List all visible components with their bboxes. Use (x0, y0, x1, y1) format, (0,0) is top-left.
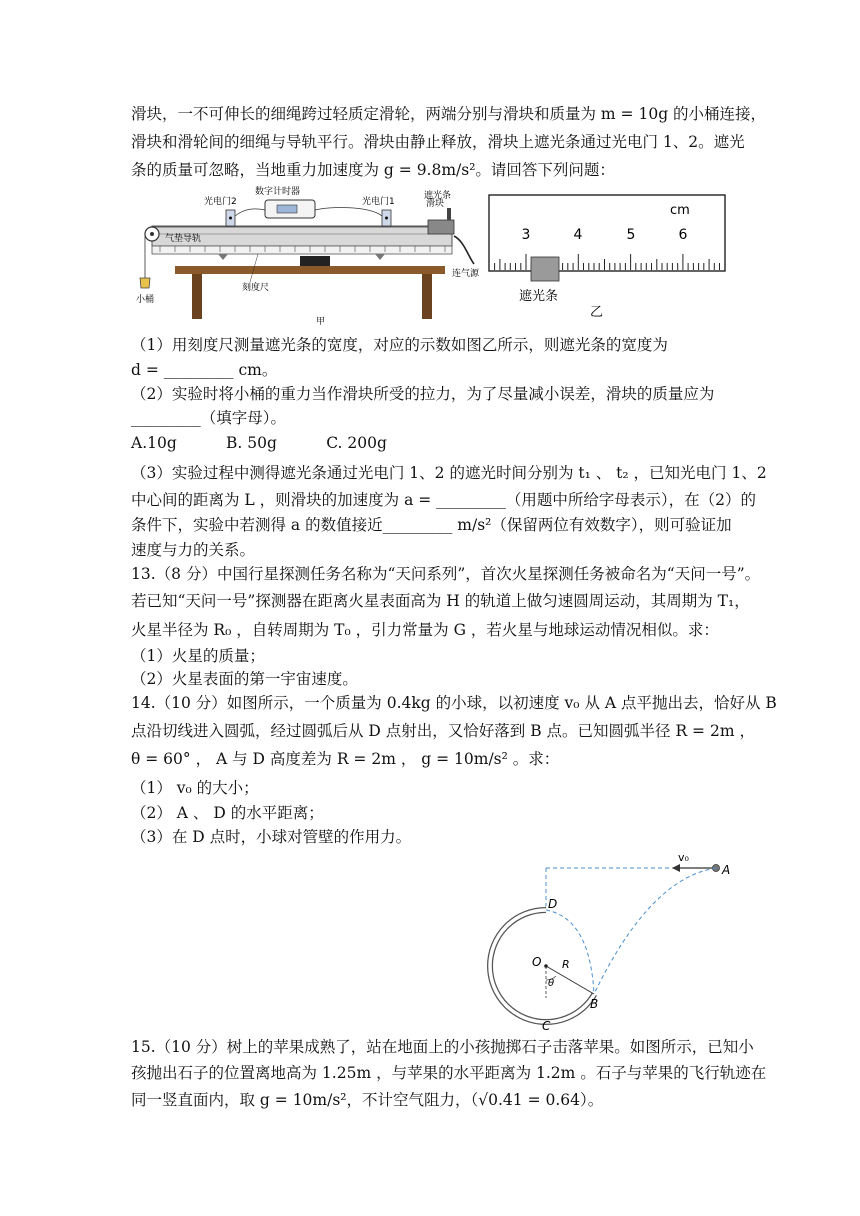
label-D: D (548, 897, 558, 911)
q15-line1: 15.（10 分）树上的苹果成熟了，站在地面上的小孩抛掷石子击落苹果。如图所示，已知小 (131, 1038, 754, 1056)
photogate-1-sensor (385, 217, 388, 220)
timer-wire-left (235, 209, 265, 216)
shade-strip-label: 遮光条 (519, 289, 559, 304)
bucket-icon (140, 278, 150, 288)
air-source-label: 连气源 (452, 269, 480, 279)
trajectory-A-B (594, 868, 716, 994)
timer-label: 数字计时器 (255, 187, 301, 197)
q13-line3: 火星半径为 R₀ ，自转周期为 T₀ ，引力常量为 G ，若火星与地球运动情况相似。求： (131, 621, 719, 639)
photogate-2-sensor (229, 217, 232, 220)
tick-label-5: 5 (626, 227, 636, 243)
q13-line1: 13.（8 分）中国行星探测任务名称为“天问系列”，首次火星探测任务被命名为“天问一号”。 (131, 565, 761, 583)
q14-line1: 14.（10 分）如图所示，一个质量为 0.4kg 的小球，以初速度 v₀ 从 A 点平抛出去，恰好从 B (131, 694, 777, 712)
intro-line-2: 滑块和滑轮间的细绳与导轨平行。滑块由静止释放，滑块上遮光条通过光电门 1、2。遮光 (131, 133, 745, 151)
table-leg-left (192, 274, 202, 319)
rail-foot-right (375, 254, 385, 260)
q12-part2-line1: （2）实验时将小桶的重力当作滑块所受的拉力，为了尽量减小误差，滑块的质量应为 (131, 385, 715, 403)
q14-line2: 点沿切线进入圆弧，经过圆弧后从 D 点射出，又恰好落到 B 点。已知圆弧半径 R = 2m ， (131, 722, 755, 740)
q12-part3-line3: 条件下，实验中若测得 a 的数值接近_________ m/s²（保留两位有效数字），则可验证加 (131, 516, 732, 534)
q14-sub2: （2） A 、 D 的水平距离； (131, 804, 324, 822)
photogate-2-label: 光电门2 (204, 197, 237, 207)
velocity-arrowhead (672, 864, 680, 872)
intro-line-1: 滑块，一不可伸长的细绳跨过轻质定滑轮，两端分别与滑块和质量为 m = 10g 的小桶连接， (131, 105, 767, 123)
q12-part3-line1: （3）实验过程中测得遮光条通过光电门 1、2 的遮光时间分别为 t₁ 、 t₂ ，已知光电门 1、2 (131, 464, 767, 482)
table-top (175, 266, 445, 274)
table-leg-right (422, 274, 432, 319)
ruler-strip (152, 246, 452, 254)
figure-yi-caption: 乙 (590, 305, 604, 320)
ruler-label: 刻度尺 (242, 283, 270, 293)
rail-foot-left (218, 254, 228, 260)
q12-part1-line1: （1）用刻度尺测量遮光条的宽度，对应的示数如图乙所示，则遮光条的宽度为 (131, 336, 668, 354)
q12-choices: A.10g B. 50g C. 200g (131, 434, 387, 452)
figure-jia-caption: 甲 (316, 317, 326, 327)
q14-sub1: （1） v₀ 的大小； (131, 779, 259, 797)
q14-sub3: （3）在 D 点时，小球对管壁的作用力。 (131, 828, 412, 846)
circle-tube-figure (490, 848, 740, 1032)
bucket-label: 小桶 (136, 295, 155, 305)
label-O: O (532, 955, 542, 969)
label-A: A (722, 863, 731, 877)
shade-strip-block (531, 257, 559, 281)
shade-label: 遮光条 (424, 191, 452, 201)
slider-block (428, 220, 454, 234)
q13-line2: 若已知“天问一号”探测器在距离火星表面高为 H 的轨道上做匀速圆周运动，其周期为 T₁， (131, 592, 750, 610)
tick-label-3: 3 (521, 227, 531, 243)
q13-sub1: （1）火星的质量； (131, 647, 265, 665)
label-C: C (542, 1019, 551, 1033)
rail-label: 气垫导轨 (165, 234, 202, 244)
timer-wire-right (315, 208, 382, 216)
ruler-unit: cm (670, 203, 690, 218)
pulley-axle (150, 232, 154, 236)
label-theta: θ (548, 978, 555, 989)
tick-label-4: 4 (573, 227, 583, 243)
rail-support (300, 256, 330, 266)
label-R: R (562, 958, 570, 971)
photogate-1-label: 光电门1 (362, 197, 395, 207)
shade-strip (447, 208, 451, 220)
q12-part2-line2: _________（填字母）。 (131, 409, 287, 427)
q12-part1-line2: d = _________ cm。 (131, 361, 278, 379)
tick-label-6: 6 (678, 227, 688, 243)
q13-sub2: （2）火星表面的第一宇宙速度。 (131, 670, 358, 688)
label-B: B (590, 997, 599, 1011)
q12-part3-line4: 速度与力的关系。 (131, 541, 256, 559)
q12-part3-line2: 中心间的距离为 L ，则滑块的加速度为 a = _________（用题中所给字母表示），在（2）的 (131, 491, 757, 509)
label-v0: v₀ (678, 851, 689, 864)
timer-display (277, 205, 297, 213)
intro-line-3: 条的质量可忽略，当地重力加速度为 g = 9.8m/s²。请回答下列问题： (131, 161, 615, 179)
air-hose (454, 236, 474, 264)
q15-line2: 孩抛出石子的位置离地高为 1.25m ，与苹果的水平距离为 1.2m 。石子与苹果的飞行轨迹在 (131, 1064, 767, 1082)
q15-line3: 同一竖直面内，取 g = 10m/s²，不计空气阻力，（√0.41 = 0.64）。 (131, 1091, 604, 1109)
center-point (544, 964, 548, 968)
apparatus-figure (130, 186, 480, 327)
ruler-reading-figure (488, 194, 726, 322)
q14-line3: θ = 60° ， A 与 D 高度差为 R = 2m ， g = 10m/s² 。求： (131, 750, 560, 768)
slider-label: 滑块 (426, 199, 445, 209)
